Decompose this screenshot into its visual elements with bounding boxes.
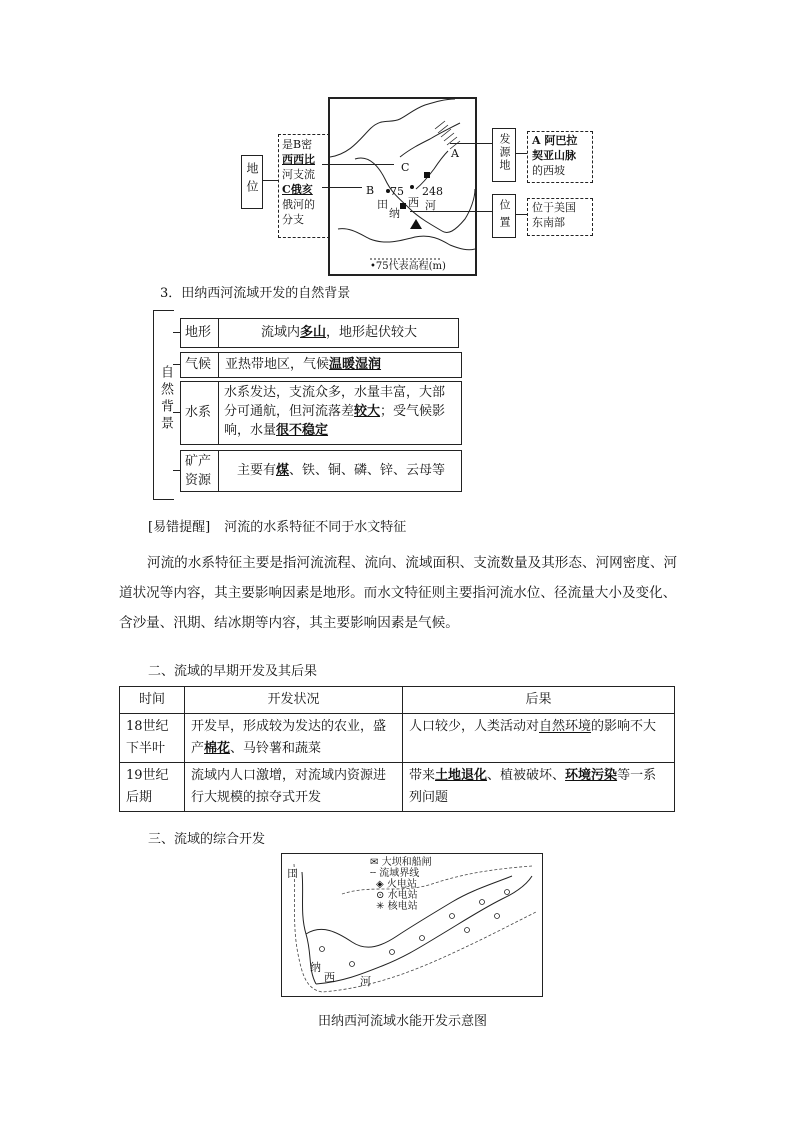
section3-title: 3．田纳西河流域开发的自然背景 (160, 286, 351, 301)
table-row (120, 763, 675, 812)
map1-left-line: 河支流 (282, 168, 315, 181)
map1-right-bottom-box (527, 198, 593, 236)
natural-side-label: 自然背景 (158, 365, 173, 433)
table-header-row (120, 687, 675, 714)
table-header: 开发状况 (185, 687, 403, 714)
map1-char: 西 (408, 196, 419, 209)
table-cell-result: 带来土地退化、植被破坏、环境污染等一系列问题 (403, 763, 675, 812)
natural-row-text: 水系发达，支流众多，水量丰富，大部分可通航，但河流落差较大；受气候影响，水量很不稳定 (224, 385, 446, 438)
map1-right-bottom-line: 东南部 (532, 216, 565, 229)
map2-legend-item: ⊙ 水电站 (376, 890, 418, 901)
map1-left-box (278, 134, 330, 238)
nuclear-station-icon: ✳ (376, 901, 385, 912)
map1-left-line: 是B密 (282, 138, 313, 151)
natural-row-minerals (180, 450, 462, 492)
map2-char: 西 (324, 971, 335, 984)
map1-right-bottom-label: 位置 (498, 199, 511, 233)
tip-paragraph: 河流的水系特征主要是指河流流程、流向、流域面积、支流数量及其形态、河网密度、河道状况等内容，其主要影响因素是地形。而水文特征则主要指河流水位、径流量大小及变化、含沙量、汛期、结冰期等内容，其主要影响因素是气候。 (119, 555, 678, 631)
map1-char: 田 (377, 198, 388, 211)
map1-left-line: C俄亥 (282, 183, 313, 196)
development-table (119, 686, 675, 812)
map2-legend-item: ✉ 大坝和船闸 (370, 857, 432, 868)
map1-letter-b: B (366, 184, 375, 197)
map1-right-top-label-box (492, 128, 516, 182)
table-header: 后果 (403, 687, 675, 714)
map1-number-248: 248 (422, 185, 443, 198)
map2-char: 纳 (310, 961, 321, 974)
map1-right-top-box (527, 131, 593, 183)
map1-right-bottom-label-box (492, 194, 516, 238)
map2-frame (281, 853, 543, 997)
natural-row-label: 地形 (185, 325, 212, 340)
table-cell-status: 开发早，形成较为发达的农业，盛产棉花、马铃薯和蔬菜 (185, 714, 403, 763)
natural-row-label: 气候 (185, 357, 212, 372)
map1-right-top-line: 的西坡 (532, 164, 565, 177)
map1-legend: •75代表高程(m) (370, 261, 446, 272)
map1-left-line: 分支 (282, 213, 304, 226)
table-cell-time: 18世纪下半叶 (120, 714, 185, 763)
map1-right-bottom-line: 位于美国 (532, 201, 576, 214)
map1-letter-c: C (401, 161, 410, 174)
table-row (120, 714, 675, 763)
map2-legend-item: ◈ 火电站 (376, 879, 417, 890)
thermal-station-icon: ◈ (376, 879, 384, 890)
table-cell-status: 流域内人口激增，对流域内资源进行大规模的掠夺式开发 (185, 763, 403, 812)
map1-left-line: 俄河的 (282, 198, 315, 211)
map1-char: 河 (425, 199, 436, 212)
map1-right-top-line: 契亚山脉 (532, 149, 576, 162)
natural-row-water (180, 381, 462, 445)
map1-left-line: 西西比 (282, 153, 315, 166)
map2-legend-item: ┄ 流域界线 (370, 868, 420, 879)
natural-side-box (153, 310, 174, 500)
natural-row-label: 水系 (185, 405, 212, 420)
map1-letter-a: A (451, 147, 459, 160)
map2-legend (370, 857, 432, 912)
hydro-station-icon: ⊙ (376, 890, 385, 901)
tip-title: 河流的水系特征不同于水文特征 (224, 520, 407, 535)
natural-row-label: 矿产资源 (185, 454, 212, 488)
map2-legend-item: ✳ 核电站 (376, 901, 418, 912)
map1-left-label-box (241, 155, 263, 209)
table-header: 时间 (120, 687, 185, 714)
dam-icon: ✉ (370, 857, 379, 868)
map1-number-75: 75 (390, 185, 404, 198)
tip-label: [易错提醒] (148, 520, 211, 535)
table-cell-result: 人口较少，人类活动对自然环境的影响不大 (403, 714, 675, 763)
boundary-line-icon: ┄ (370, 868, 377, 879)
map1-left-label: 地位 (245, 162, 259, 198)
map2-caption: 田纳西河流域水能开发示意图 (318, 1014, 488, 1029)
natural-row-terrain (180, 318, 459, 348)
section3b-title: 三、流域的综合开发 (148, 832, 266, 847)
tip-heading (148, 516, 406, 535)
map2-char: 河 (360, 975, 371, 988)
section2-title: 二、流域的早期开发及其后果 (148, 664, 318, 679)
natural-row-climate (180, 352, 462, 378)
map1-right-top-label: 发源地 (498, 133, 511, 172)
table-cell-time: 19世纪后期 (120, 763, 185, 812)
natural-row-text: 流域内多山，地形起伏较大 (261, 325, 418, 340)
map1-char: 纳 (389, 207, 400, 220)
natural-row-text: 亚热带地区，气候温暖湿润 (225, 357, 382, 372)
map1-right-top-line: A 阿巴拉 (532, 134, 578, 147)
natural-row-text: 主要有煤、铁、铜、磷、锌、云母等 (237, 463, 446, 478)
map2-char: 田 (287, 867, 298, 880)
